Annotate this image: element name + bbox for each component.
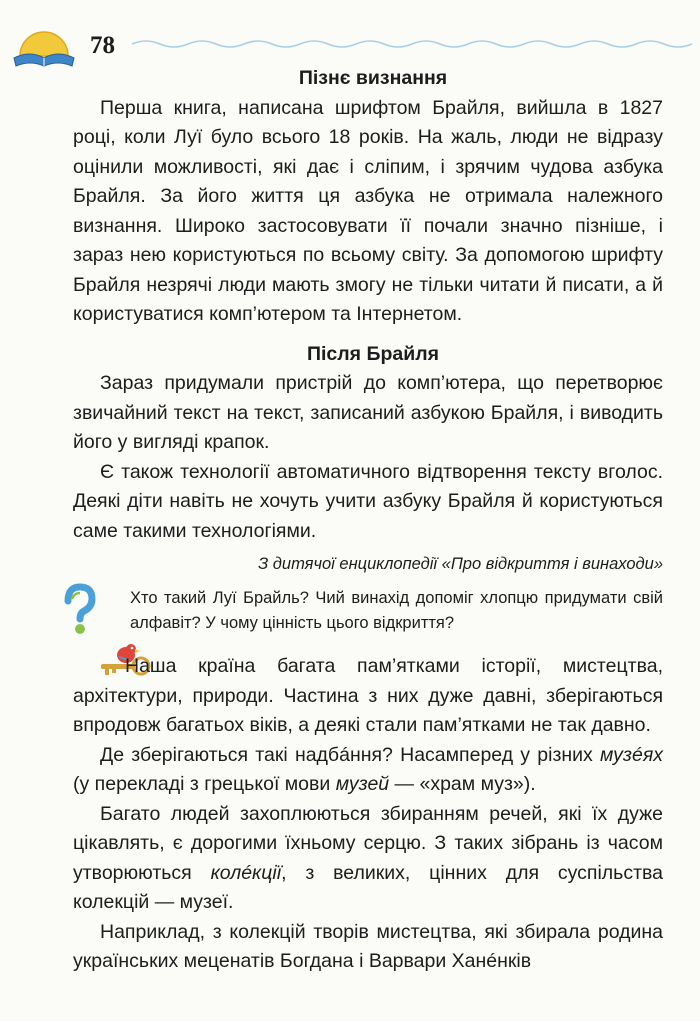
paragraph-collections: Багато людей захоплюються збиранням речей, які їх дуже цікавлять, є дорогими їхньому серцю. З таких зібрань із часом утворюються колéкції, з великих, цінних для суспільства колекцій — музеї. bbox=[73, 802, 663, 913]
section-title-after-braille: Після Брайля bbox=[307, 342, 439, 365]
term-museum: музей bbox=[335, 773, 390, 795]
page-number: 78 bbox=[90, 32, 115, 59]
source-citation: З дитячої енциклопедії «Про відкриття і винаходи» bbox=[258, 555, 663, 573]
question-block bbox=[73, 586, 663, 636]
page-content bbox=[73, 64, 663, 977]
paragraph-device: Зараз придумали пристрій до комп’ютера, що перетворює звичайний текст на текст, записаний азбукою Брайля, і виводить його у вигляді крапок. bbox=[73, 372, 663, 453]
term-collections: колéкції bbox=[210, 861, 282, 884]
paragraph-example: Наприклад, з колекцій творів мистецтва, які збирала родина українських меценатів Богдана і Варвари Ханéнків bbox=[73, 920, 663, 972]
question-text: Хто такий Луї Брайль? Чий винахід допоміг хлопцю придумати свій алфавіт? У чому цінність цього відкриття? bbox=[130, 589, 663, 632]
term-museums: музéях bbox=[600, 743, 663, 766]
paragraph-museums: Де зберігаються такі надбáння? Насамперед у різних музéях (у перекладі з грецької мови музей — «храм муз»). bbox=[73, 743, 663, 795]
sun-book-icon bbox=[14, 32, 74, 66]
section-title-late-recognition: Пізнє визнання bbox=[298, 67, 448, 89]
paragraph-technologies: Є також технології автоматичного відтворення тексту вголос. Деякі діти навіть не хочуть учити азбуку Брайля й користуються саме такими технологіями. bbox=[73, 460, 663, 542]
paragraph-monuments: Наша країна багата пам’ятками історії, мистецтва, архітектури, природи. Частина з них дуже давні, зберігаються впродовж багатьох віків, а деякі стали пам’ятками не так давно. bbox=[73, 655, 663, 736]
wave-line bbox=[132, 41, 692, 47]
question-mark-icon bbox=[58, 583, 102, 637]
paragraph-late-recognition: Перша книга, написана шрифтом Брайля, вийшла в 1827 році, коли Луї було всього 18 років. На жаль, люди не відразу оцінили можливості, які дає і сліпим, і зрячим чудова азбука Брайля. За його життя ця азбука не отримала належного визнання. Широко застосовувати її почали значно пізніше, і зараз нею користуються по всьому світу. За допомогою шрифту Брайля незрячі люди мають змогу не тільки читати й писати, а й користуватися комп’ютером та Інтернетом. bbox=[73, 96, 663, 325]
